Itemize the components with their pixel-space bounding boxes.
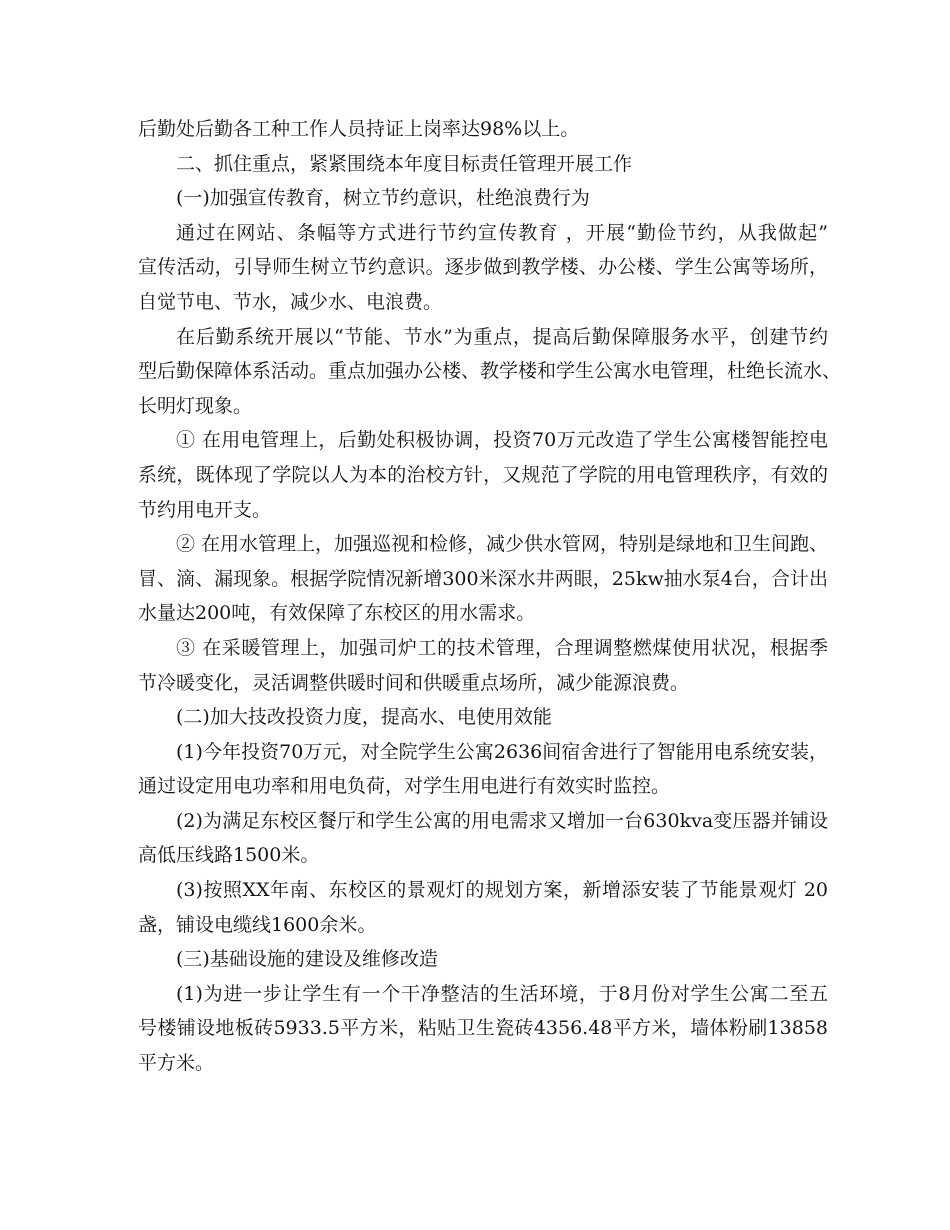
document-body [138,112,842,1081]
text-line: 后勤处后勤各工种工作人员持证上岗率达98%以上。 [138,118,580,140]
text-line: ③ 在采暖管理上，加强司炉工的技术管理，合理调整燃煤使用状况，根据季 [176,636,828,659]
text-line: 盏，铺设电缆线1600余米。 [138,913,377,936]
text-line: 宣传活动，引导师生树立节约意识。逐步做到教学楼、办公楼、学生公寓等场所， [138,256,828,279]
text-line: 自觉节电、节水，减少水、电浪费。 [138,290,443,313]
text-line: (2)为满足东校区餐厅和学生公寓的用电需求又增加一台630kva变压器并铺设 [176,809,828,832]
text-line: 长明灯现象。 [138,394,253,417]
text-line: (1)为进一步让学生有一个干净整洁的生活环境，于8月份对学生公寓二至五 [176,982,828,1005]
text-line: 高低压线路1500米。 [138,844,320,867]
text-line: 节约用电开支。 [138,498,272,521]
text-line: (3)按照XX年南、东校区的景观灯的规划方案，新增添安装了节能景观灯 20 [176,879,828,902]
subsection-heading: (二)加大技改投资力度，提高水、电使用效能 [176,706,552,729]
section-heading: 二、抓住重点，紧紧围绕本年度目标责任管理开展工作 [176,152,633,175]
text-line: 系统，既体现了学院以人为本的治校方针，又规范了学院的用电管理秩序，有效的 [138,463,828,486]
text-line: (1)今年投资70万元，对全院学生公寓2636间宿舍进行了智能用电系统安装， [176,740,828,763]
text-line: 通过在网站、条幅等方式进行节约宣传教育 ，开展“勤俭节约，从我做起” [176,221,828,244]
subsection-heading: (三)基础设施的建设及维修改造 [176,948,438,971]
text-line: 平方米。 [138,1052,215,1075]
text-line: ① 在用电管理上，后勤处积极协调，投资70万元改造了学生公寓楼智能控电 [176,429,828,452]
text-line: 在后勤系统开展以“节能、节水”为重点，提高后勤保障服务水平，创建节约 [176,325,828,348]
text-line: 水量达200吨，有效保障了东校区的用水需求。 [138,602,536,625]
text-line: 号楼铺设地板砖5933.5平方米，粘贴卫生瓷砖4356.48平方米，墙体粉刷13858 [138,1017,828,1040]
text-line: 节冷暖变化，灵活调整供暖时间和供暖重点场所，减少能源浪费。 [138,671,690,694]
text-line: 冒、滴、漏现象。根据学院情况新增300米深水井两眼，25kw抽水泵4台，合计出 [138,567,828,590]
text-line: 通过设定用电功率和用电负荷，对学生用电进行有效实时监控。 [138,775,671,798]
text-line: ② 在用水管理上，加强巡视和检修，减少供水管网，特别是绿地和卫生间跑、 [176,533,829,556]
text-line: 型后勤保障体系活动。重点加强办公楼、教学楼和学生公寓水电管理，杜绝长流水、 [138,360,842,383]
subsection-heading: (一)加强宣传教育，树立节约意识，杜绝浪费行为 [176,187,590,210]
